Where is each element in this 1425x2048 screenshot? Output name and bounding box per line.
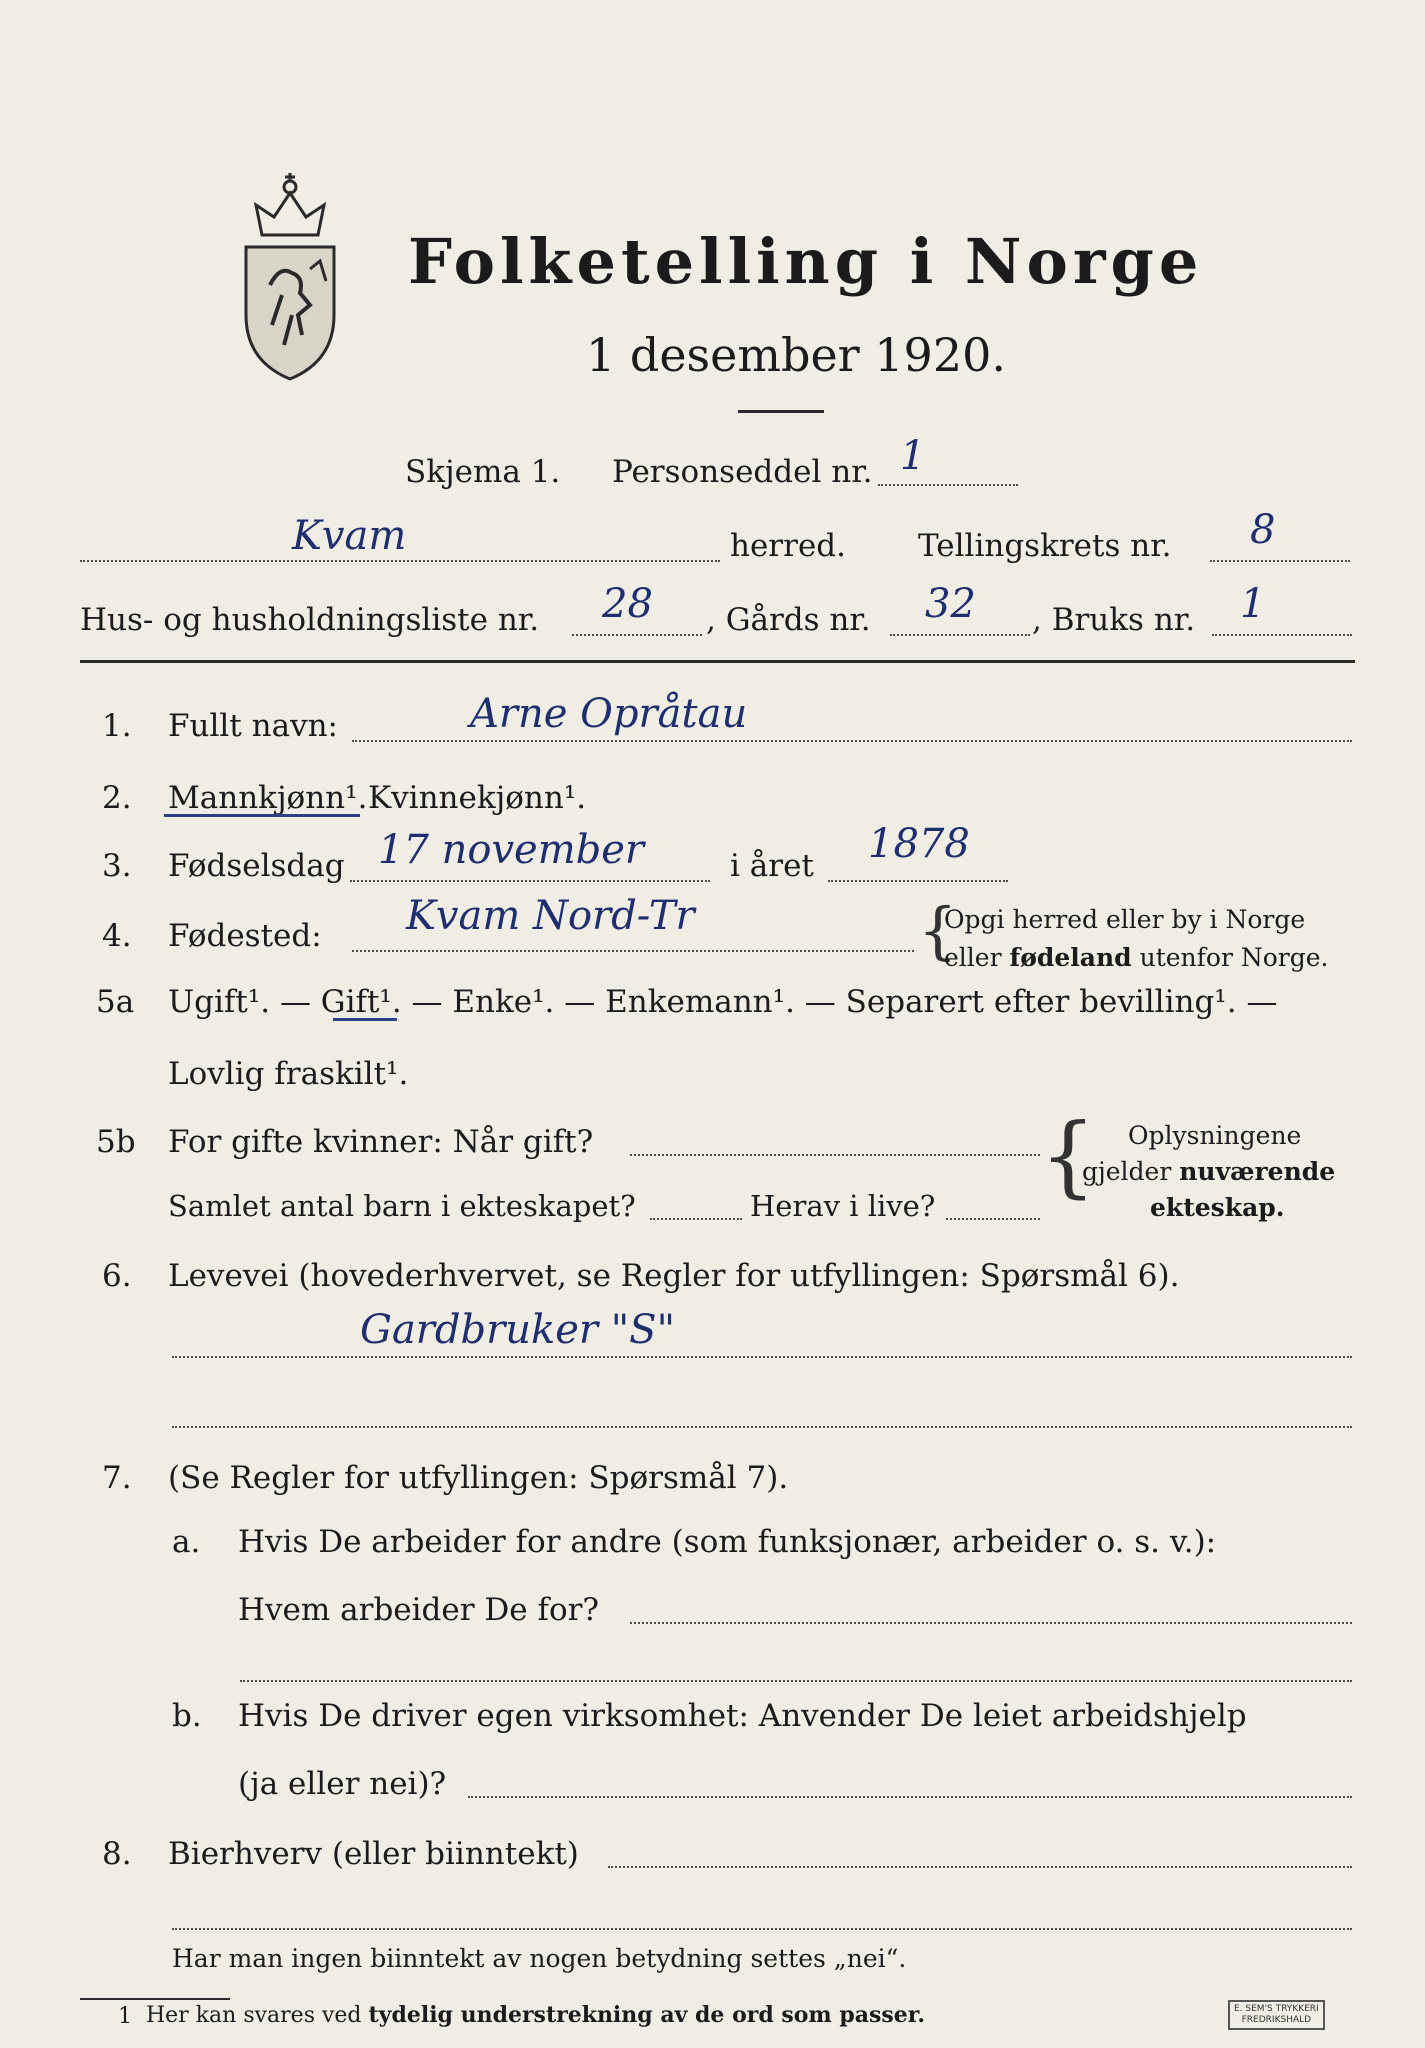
birthplace-value: Kvam Nord-Tr [406,893,695,939]
marital-status-options: Ugift¹. — Gift¹. — Enke¹. — Enkemann¹. — Separert efter bevilling¹. — [168,984,1278,1020]
gift-selected-underline [333,1018,397,1021]
q3-label: Fødselsdag [168,848,345,884]
q5b-note-line1: Oplysningene [1128,1121,1302,1150]
gards-value: 32 [925,581,976,627]
husholdningsliste-value: 28 [602,581,653,627]
full-name-value: Arne Opråtau [470,691,748,737]
norwegian-coat-of-arms-icon [232,165,348,385]
q5a-number: 5a [96,984,135,1020]
herred-value: Kvam [292,513,407,559]
q7b-text: Hvis De driver egen virksomhet: Anvender De leiet arbeidshjelp [238,1698,1247,1734]
marital-status-options-line2: Lovlig fraskilt¹. [168,1056,409,1092]
q4-note-line2: eller fødeland utenfor Norge. [944,943,1329,972]
printer-stamp: E. SEM'S TRYKKERI FREDRIKSHALD [1228,2000,1325,2030]
schema-label: Skjema 1. [405,454,561,490]
gards-label: , Gårds nr. [706,602,871,638]
title-divider [738,410,824,413]
gender-female-option: Kvinnekjønn¹. [368,780,587,816]
q5b-note-line2: gjelder nuværende [1082,1157,1336,1186]
q5b-alive-label: Herav i live? [750,1189,936,1223]
header-divider [80,660,1355,663]
q5b-children-label: Samlet antal barn i ekteskapet? [168,1189,636,1223]
personseddel-value: 1 [900,433,926,479]
q8-note: Har man ingen biinntekt av nogen betydning settes „nei“. [172,1944,907,1973]
occupation-value: Gardbruker "S" [360,1307,675,1353]
census-date: 1 desember 1920. [586,328,1006,382]
q5b-number: 5b [96,1124,136,1160]
bruks-value: 1 [1240,581,1266,627]
q5b-note-brace: { [1040,1104,1096,1207]
q4-note-line1: Opgi herred eller by i Norge [944,905,1306,934]
q1-label: Fullt navn: [168,708,338,744]
footnote-divider [80,1998,230,2000]
q3-number: 3. [102,848,132,884]
q5b-married-when: For gifte kvinner: Når gift? [168,1124,594,1160]
q4-label: Fødested: [168,918,322,954]
personseddel-label: Personseddel nr. [612,454,873,490]
q6-label: Levevei (hovederhvervet, se Regler for utfyllingen: Spørsmål 6). [168,1258,1180,1294]
q7a-number: a. [172,1524,201,1560]
tellingskrets-value: 8 [1250,507,1276,553]
q7a-sub: Hvem arbeider De for? [238,1592,600,1628]
male-selected-underline [164,814,360,817]
q8-number: 8. [102,1836,132,1872]
tellingskrets-label: Tellingskrets nr. [918,528,1172,564]
husholdningsliste-label: Hus- og husholdningsliste nr. [80,602,540,638]
form-title: Folketelling i Norge [408,225,1204,298]
q5b-note-line3: ekteskap. [1150,1193,1285,1222]
q7a-text: Hvis De arbeider for andre (som funksjonær, arbeider o. s. v.): [238,1524,1217,1560]
birth-year-value: 1878 [868,821,970,867]
q4-number: 4. [102,918,132,954]
q7-label: (Se Regler for utfyllingen: Spørsmål 7). [168,1460,789,1496]
q4-note-brace: { [918,894,958,967]
gender-male-option: Mannkjønn¹. [168,780,368,816]
q2-number: 2. [102,780,132,816]
footnote-number: 1 [118,2004,132,2029]
q7b-number: b. [172,1698,202,1734]
bruks-label: , Bruks nr. [1032,602,1196,638]
birth-day-value: 17 november [378,827,645,873]
q7-number: 7. [102,1460,132,1496]
q6-number: 6. [102,1258,132,1294]
q3-year-label: i året [730,848,814,884]
q8-label: Bierhverv (eller biinntekt) [168,1836,579,1872]
q7b-sub: (ja eller nei)? [238,1766,447,1802]
herred-label: herred. [730,528,846,564]
q1-number: 1. [102,708,132,744]
footnote-text: Her kan svares ved tydelig understrekning av de ord som passer. [146,2002,926,2028]
